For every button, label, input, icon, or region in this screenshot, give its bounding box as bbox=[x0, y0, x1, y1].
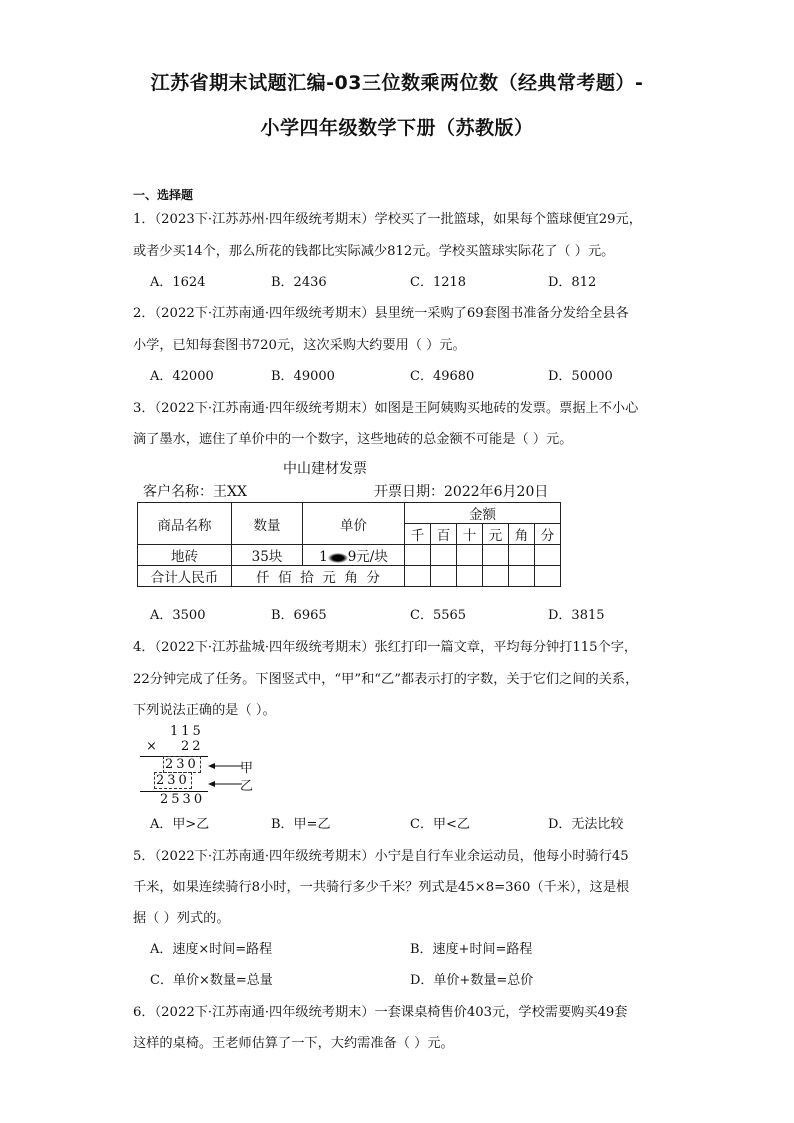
q1-option-b: B．2436 bbox=[271, 275, 327, 290]
invoice-table bbox=[137, 502, 561, 587]
q2-option-d: D．50000 bbox=[548, 369, 613, 384]
q3-line1: 3．（2022下·江苏南通·四年级统考期末）如图是王阿姨购买地砖的发票。票据上不小心 bbox=[133, 401, 639, 416]
document-title-line1: 江苏省期末试题汇编-03三位数乘两位数（经典常考题）- bbox=[150, 72, 644, 94]
invoice-unit-qian: 千 bbox=[405, 524, 431, 545]
q3-option-c: C．5565 bbox=[410, 608, 467, 623]
q5-line1: 5．（2022下·江苏南通·四年级统考期末）小宁是自行车业余运动员，他每小时骑行45 bbox=[133, 849, 629, 864]
q4-line3: 下列说法正确的是（ ）。 bbox=[133, 703, 276, 718]
section-heading: 一、选择题 bbox=[133, 188, 194, 202]
invoice-cell bbox=[457, 566, 483, 587]
invoice-row-price bbox=[303, 545, 405, 566]
q2-option-c: C．49680 bbox=[410, 369, 475, 384]
invoice-row-qty: 35块 bbox=[232, 545, 303, 566]
invoice-price-prefix: 1 bbox=[319, 549, 328, 565]
invoice-cell bbox=[535, 566, 561, 587]
q1-option-c: C．1218 bbox=[410, 275, 467, 290]
invoice-cell bbox=[405, 566, 431, 587]
arrow-left-icon bbox=[208, 758, 244, 792]
q1-line2: 或者少买14个，那么所花的钱都比实际减少812元。学校买篮球实际花了（ ）元。 bbox=[133, 244, 615, 259]
vertical-multiplication bbox=[140, 724, 270, 809]
q5-option-d: D．单价+数量=总价 bbox=[410, 973, 534, 988]
invoice-customer: 客户名称：王XX bbox=[143, 484, 247, 500]
calc-partial-yi: 230 bbox=[156, 773, 190, 788]
invoice-unit-bai: 百 bbox=[431, 524, 457, 545]
invoice-unit-yuan: 元 bbox=[483, 524, 509, 545]
q5-option-c: C．单价×数量=总量 bbox=[150, 973, 273, 988]
q2-line2: 小学，已知每套图书720元，这次采购大约要用（ ）元。 bbox=[133, 338, 466, 353]
q1-line1: 1．（2023下·江苏苏州·四年级统考期末）学校买了一批篮球，如果每个篮球便宜29元， bbox=[133, 212, 642, 227]
calc-times-sign: × bbox=[146, 739, 160, 754]
q4-line1: 4．（2022下·江苏盐城·四年级统考期末）张红打印一篇文章，平均每分钟打115个字， bbox=[133, 640, 638, 655]
invoice-price-suffix: 9元/块 bbox=[347, 549, 388, 565]
calc-result: 2530 bbox=[160, 792, 206, 807]
invoice-header-name: 商品名称 bbox=[138, 503, 232, 545]
invoice-title: 中山建材发票 bbox=[283, 461, 367, 477]
invoice-cell bbox=[405, 545, 431, 566]
q2-option-a: A．42000 bbox=[150, 369, 214, 384]
invoice-unit-fen: 分 bbox=[535, 524, 561, 545]
invoice-cell bbox=[535, 545, 561, 566]
invoice-header-amount: 金额 bbox=[405, 503, 561, 524]
q6-line2: 这样的桌椅。王老师估算了一下，大约需准备（ ）元。 bbox=[133, 1036, 454, 1051]
q4-option-a: A．甲>乙 bbox=[150, 817, 210, 832]
q3-option-d: D．3815 bbox=[548, 608, 605, 623]
invoice-header-price: 单价 bbox=[303, 503, 405, 545]
q5-line2: 千米，如果连续骑行8小时，一共骑行多少千米？列式是45×8=360（千米），这是根 bbox=[133, 880, 630, 895]
ink-blot-icon bbox=[328, 553, 348, 563]
q3-option-a: A．3500 bbox=[150, 608, 206, 623]
document-title-line2: 小学四年级数学下册（苏教版） bbox=[260, 117, 534, 139]
invoice-cell bbox=[483, 566, 509, 587]
q4-option-b: B．甲=乙 bbox=[271, 817, 331, 832]
q4-option-c: C．甲<乙 bbox=[410, 817, 470, 832]
calc-top-number: 115 bbox=[170, 724, 204, 739]
invoice-cell bbox=[431, 545, 457, 566]
invoice-total-label: 合计人民币 bbox=[138, 566, 232, 587]
q2-line1: 2．（2022下·江苏南通·四年级统考期末）县里统一采购了69套图书准备分发给全县各 bbox=[133, 306, 629, 321]
q4-option-d: D．无法比较 bbox=[548, 817, 624, 832]
q6-line1: 6．（2022下·江苏南通·四年级统考期末）一套课桌椅售价403元，学校需要购买49套 bbox=[133, 1005, 628, 1020]
invoice-cell bbox=[431, 566, 457, 587]
calc-partial-jia: 230 bbox=[165, 757, 199, 772]
invoice-cell bbox=[509, 566, 535, 587]
calc-multiplier: 22 bbox=[181, 739, 204, 754]
invoice-total-units: 仟 佰 拾 元 角 分 bbox=[232, 566, 405, 587]
invoice-date: 开票日期：2022年6月20日 bbox=[374, 484, 549, 500]
invoice-unit-jiao: 角 bbox=[509, 524, 535, 545]
q4-line2: 22分钟完成了任务。下图竖式中，“甲”和“乙”都表示打的字数，关于它们之间的关系， bbox=[133, 672, 639, 687]
q5-option-a: A．速度×时间=路程 bbox=[150, 942, 273, 957]
invoice-cell bbox=[509, 545, 535, 566]
q2-option-b: B．49000 bbox=[271, 369, 335, 384]
q1-option-a: A．1624 bbox=[150, 275, 206, 290]
invoice-header-qty: 数量 bbox=[232, 503, 303, 545]
q1-option-d: D．812 bbox=[548, 275, 597, 290]
invoice-cell bbox=[457, 545, 483, 566]
q3-option-b: B．6965 bbox=[271, 608, 327, 623]
invoice-row-name: 地砖 bbox=[138, 545, 232, 566]
invoice-cell bbox=[483, 545, 509, 566]
calc-label-yi: 乙 bbox=[240, 779, 257, 794]
q3-line2: 滴了墨水，遮住了单价中的一个数字，这些地砖的总金额不可能是（ ）元。 bbox=[133, 432, 573, 447]
q5-option-b: B．速度+时间=路程 bbox=[410, 942, 533, 957]
q5-line3: 据（ ）列式的。 bbox=[133, 911, 230, 926]
invoice-unit-shi: 十 bbox=[457, 524, 483, 545]
calc-label-jia: 甲 bbox=[240, 761, 257, 776]
